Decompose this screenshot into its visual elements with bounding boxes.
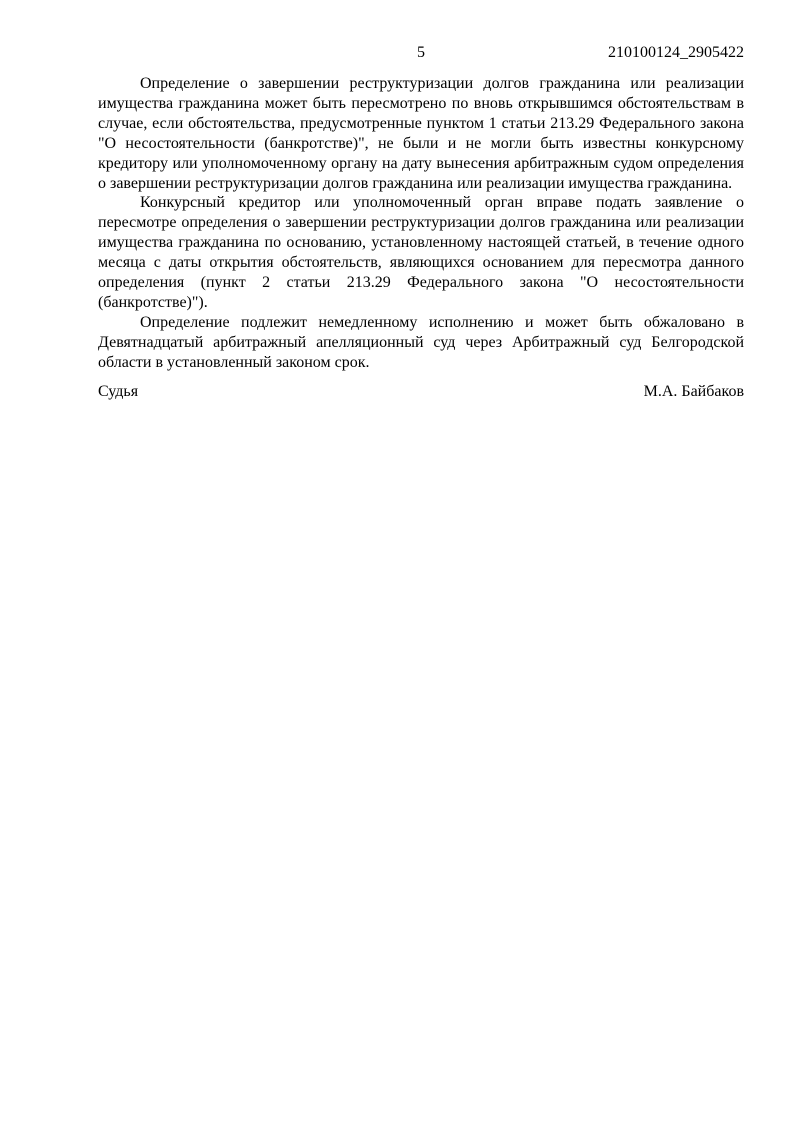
- page-number: 5: [417, 44, 425, 61]
- page-header: [98, 43, 744, 63]
- body-paragraph: Определение подлежит немедленному исполнению и может быть обжаловано в Девятнадцатый арбитражный апелляционный суд через Арбитражный суд Белгородской области в установленный законом срок.: [98, 313, 744, 371]
- signature-name: М.А. Байбаков: [643, 382, 744, 400]
- document-id: 210100124_2905422: [608, 44, 744, 61]
- document-body: [98, 74, 744, 402]
- signature-row: [98, 382, 744, 402]
- body-paragraph: Определение о завершении реструктуризации долгов гражданина или реализации имущества гражданина может быть пересмотрено по вновь открывшимся обстоятельствам в случае, если обстоятельства, предусмотренные пунктом 1 статьи 213.29 Федерального закона "О несостоятельности (банкротстве)", не были и не могли быть известны конкурсному кредитору или уполномоченному органу на дату вынесения арбитражным судом определения о завершении реструктуризации долгов гражданина или реализации имущества гражданина.: [98, 75, 744, 192]
- body-paragraph: Конкурсный кредитор или уполномоченный орган вправе подать заявление о пересмотре определения о завершении реструктуризации долгов гражданина или реализации имущества гражданина по основанию, установленному настоящей статьей, в течение одного месяца с даты открытия обстоятельств, являющихся основанием для пересмотра данного определения (пункт 2 статьи 213.29 Федерального закона "О несостоятельности (банкротстве)").: [98, 194, 744, 311]
- signature-role: Судья: [98, 382, 139, 400]
